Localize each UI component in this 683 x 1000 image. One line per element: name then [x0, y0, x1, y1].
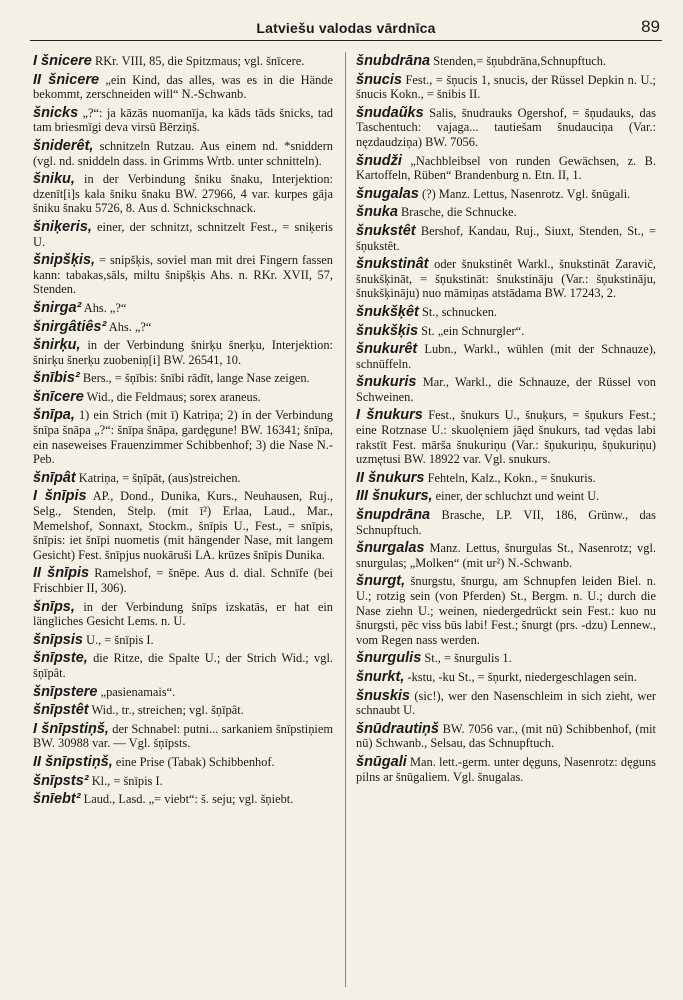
dictionary-entry	[356, 670, 656, 685]
dictionary-entry	[33, 774, 333, 789]
entry-headword: I šnīpstiņš,	[33, 720, 109, 737]
entry-headword: šnupdrāna	[356, 507, 431, 524]
entry-definition: einer, der schnitzt, schnitzelt Fest., = sniķeris U.	[33, 219, 333, 249]
entry-definition: -kstu, -ku St., = šņurkt, niedergeschlagen sein.	[404, 669, 637, 684]
dictionary-entry	[356, 574, 656, 647]
entry-definition: Wid., die Feldmaus; sorex araneus.	[83, 389, 261, 404]
entry-headword: šnuskis	[356, 687, 410, 704]
entry-headword: šnirgâtiês²	[33, 318, 107, 335]
entry-definition: Fest., šnukurs U., šnuķurs, = šņukurs Fest.; eine Rotznase U.: skuolęniem jāęd šnukurs, tad vędas labi rakstīt Fest. mārša šnukuriņu (Var.: šņukuriņu, šņukuriņu) uzmętusi BW. 18922 var. Vgl. snukurs.	[356, 408, 656, 467]
entry-headword: šnudži	[356, 152, 402, 169]
entry-headword: šnīpstere	[33, 683, 98, 700]
entry-headword: šnukstinât	[356, 256, 429, 273]
entry-headword: I šnukurs	[356, 407, 423, 424]
entry-definition: BW. 7056 var., (mit nū) Schibbenhof, (mit nū) Schwanb., Selsau, das Schnupftuch.	[356, 721, 656, 751]
entry-definition: in der Verbindung šnīps izskatās, er hat ein längliches Gesicht Lems. n. U.	[33, 599, 333, 629]
entry-definition: 1) ein Strich (mit ī) Katriņa; 2) in der Verbindung šnīpa šnāpa „?“: šnīpa šnāpa, gardęgune! BW. 16341; šnīpa, ein naseweises Frauenzimmer Schibbenhof; 3) die Nase N.-Peb.	[33, 408, 333, 467]
dictionary-entry	[356, 471, 656, 486]
entry-definition: U., = šnīpis I.	[82, 632, 154, 647]
entry-headword: šnukuris	[356, 374, 417, 391]
dictionary-entry	[356, 342, 656, 371]
dictionary-entry	[356, 205, 656, 220]
entry-definition: RKr. VIII, 85, die Spitzmaus; vgl. šnīcere.	[91, 54, 305, 68]
entry-definition: der Schnabel: putni... sarkaniem šnīpstiņiem BW. 30988 var. — Vgl. šņīpsts.	[33, 721, 333, 751]
dictionary-entry	[33, 54, 333, 69]
entry-definition: St., schnucken.	[418, 304, 497, 319]
entry-definition: Bershof, Kandau, Ruj., Siuxt, Stenden, St., = šņukstêt.	[356, 223, 656, 253]
entry-definition: Kl., = šnīpis I.	[88, 773, 163, 788]
dictionary-entry	[356, 755, 656, 784]
entry-definition: in der Verbindung šnirķu šnerķu, Interjektion: šnirķu šnerķu zuobeniņ[i] BW. 26541, 10.	[33, 338, 333, 367]
entry-headword: šnīpsis	[33, 631, 83, 648]
entry-definition: Katriņa, = šņīpāt, (aus)streichen.	[75, 470, 241, 485]
dictionary-entry	[33, 792, 333, 807]
entry-definition: „pasienamais“.	[97, 684, 176, 699]
entry-headword: šnībis²	[33, 370, 80, 387]
dictionary-entry	[33, 566, 333, 595]
entry-headword: šniķeris,	[33, 218, 92, 235]
entry-definition: in der Verbindung šniku šnaku, Interjektion: dzenīt[i]s kala šniku šnaku BW. 27966, 4 var. kurpes gāja šniku šnaku 5726, 8. Aus d. Schnickschnack.	[33, 172, 333, 216]
entry-headword: šnirķu,	[33, 337, 81, 354]
entry-definition: = snipšķis, soviel man mit drei Fingern fassen kann: tabakas,sāls, miltu šnipšķis Ahs. n. RKr. XVII, 57, Stenden.	[33, 253, 333, 297]
entry-definition: Ahs. „?“	[106, 319, 152, 334]
entry-definition: eine Prise (Tabak) Schibbenhof.	[112, 754, 275, 769]
entry-definition: šnurgstu, šnurgu, am Schnupfen leiden Biel. n. U.; rotzig sein (von Pferden) St., Bergm. n. U.; durch die Nase ziehn U.; weinen, niedergedrückt sein Fest.: kuo nu šnurgsti, pēc viss būs labi! Fest.; šnurgt (prs. -dzu) Lennew., vom Regen nass werden.	[356, 574, 656, 647]
dictionary-entry	[356, 408, 656, 466]
dictionary-entry	[356, 187, 656, 202]
entry-headword: šnurgt,	[356, 573, 406, 590]
entry-definition: Mar., Warkl., die Schnauze, der Rüssel von Schweinen.	[356, 375, 656, 404]
dictionary-entry	[33, 633, 333, 648]
entry-definition: Manz. Lettus, šnurgulas St., Nasenrotz; vgl. snurgulas; „Molken“ (mit ur²) N.-Schwanb.	[356, 541, 656, 570]
entry-definition: Wid., tr., streichen; vgl. šņīpât.	[88, 703, 244, 718]
entry-headword: šnīcere	[33, 388, 84, 405]
dictionary-entry	[33, 371, 333, 386]
entry-definition: Laud., Lasd. „= viebt“: š. seju; vgl. šņiebt.	[80, 792, 294, 807]
column-divider	[345, 52, 346, 987]
page-header	[30, 14, 662, 41]
dictionary-entry	[356, 154, 656, 183]
entry-definition: Man. lett.-germ. unter dęguns, Nasenrotz: dęguns pilns ar šnūgaliem. Vgl. šnugalas.	[356, 754, 656, 784]
dictionary-entry	[33, 301, 333, 316]
dictionary-entry	[356, 54, 656, 69]
entry-headword: I šnicere	[33, 54, 92, 69]
page-number: 89	[641, 17, 660, 36]
entry-definition: Stenden,= šņubdrāna,Schnupftuch.	[430, 54, 607, 68]
entry-headword: šnukurêt	[356, 341, 418, 358]
dictionary-entry	[356, 651, 656, 666]
dictionary-entry	[33, 408, 333, 466]
entry-definition: Lubn., Warkl., wühlen (mit der Schnauze), schnüffeln.	[356, 342, 656, 371]
entry-headword: II šnicere	[33, 71, 100, 88]
entry-definition: Ahs. „?“	[81, 300, 127, 315]
left-column	[33, 54, 333, 989]
dictionary-entry	[33, 703, 333, 718]
entry-headword: šnuka	[356, 204, 398, 221]
dictionary-entry	[33, 489, 333, 562]
entry-headword: šnīpât	[33, 469, 76, 486]
dictionary-entry	[33, 390, 333, 405]
entry-headword: II šnukurs	[356, 469, 425, 486]
dictionary-entry	[33, 73, 333, 102]
entry-definition: Fehteln, Kalz., Kokn., = šnukuris.	[424, 470, 596, 485]
entry-headword: šnicks	[33, 104, 79, 121]
entry-headword: šnudaũks	[356, 104, 424, 121]
entry-headword: šnukšķis	[356, 322, 419, 339]
entry-headword: III šnukurs,	[356, 488, 433, 505]
dictionary-entry	[356, 722, 656, 751]
entry-headword: II šnīpstiņš,	[33, 753, 113, 770]
entry-definition: oder šnukstinêt Warkl., šnukstināt Zaravič, šnukšķināt, = šņukstināt: šnukstināju (Var.: šņukstināju, šnukšķināju) nuo māmiņas atstādama BW. 17243, 2.	[356, 257, 656, 301]
dictionary-entry	[33, 685, 333, 700]
entry-definition: Salis, šnudrauks Ogershof, = šņudauks, das Taschentuch: vajaga... tautiešam šnudauciņa (Var.: nęzdaudziņa) BW. 7056.	[356, 105, 656, 149]
entry-definition: (sic!), wer den Nasenschleim in sich zieht, wer schnaubt U.	[356, 688, 656, 718]
entry-headword: šnipšķis,	[33, 252, 96, 269]
entry-headword: šnubdrāna	[356, 54, 431, 69]
dictionary-entry	[33, 139, 333, 168]
entry-headword: šnīpstêt	[33, 702, 89, 719]
dictionary-entry	[33, 220, 333, 249]
entry-definition: Brasche, LP. VII, 186, Grünw., das Schnupftuch.	[356, 508, 656, 537]
dictionary-entry	[33, 471, 333, 486]
entry-headword: šnucis	[356, 71, 402, 88]
entry-headword: šnukšķêt	[356, 303, 419, 320]
entry-definition: St. „ein Schnurgler“.	[418, 323, 525, 338]
entry-headword: šniku,	[33, 171, 75, 188]
entry-headword: šnurgalas	[356, 540, 425, 557]
dictionary-entry	[356, 224, 656, 253]
entry-definition: „?“: ja kāzās nuomanīja, ka kāds tāds šnicks, tad tam briesmīgi deva virsū Bērziņš.	[33, 105, 333, 135]
entry-definition: (?) Manz. Lettus, Nasenrotz. Vgl. šnūgali.	[418, 186, 631, 201]
dictionary-entry	[356, 257, 656, 301]
entry-definition: Fest., = šņucis 1, snucis, der Rüssel Depkin n. U.; šnucis Kokn., = šnibis II.	[356, 72, 656, 102]
dictionary-entry	[33, 320, 333, 335]
entry-headword: šnugalas	[356, 185, 419, 202]
entry-headword: šnīpsts²	[33, 772, 89, 789]
entry-definition: Bers., = šņībis: šnībi rādīt, lange Nase zeigen.	[79, 371, 310, 386]
entry-definition: einer, der schluchzt und weint U.	[432, 489, 600, 504]
dictionary-entry	[33, 600, 333, 629]
dictionary-entry	[33, 106, 333, 135]
entry-headword: šnirga²	[33, 299, 82, 316]
dictionary-entry	[33, 651, 333, 680]
entry-headword: šniderêt,	[33, 137, 94, 154]
entry-headword: I šnīpis	[33, 488, 87, 505]
dictionary-entry	[356, 305, 656, 320]
entry-headword: II šnīpis	[33, 565, 90, 582]
dictionary-entry	[356, 375, 656, 404]
entry-headword: šnūgali	[356, 753, 407, 770]
entry-headword: šnukstêt	[356, 222, 416, 239]
dictionary-entry	[33, 253, 333, 297]
entry-definition: „ein Kind, das alles, was es in die Hände bekommt, zerschneiden will“ N.-Schwanb.	[33, 72, 333, 102]
entry-definition: „Nachbleibsel von runden Gewächsen, z. B. Kartoffeln, Rüben“ Brandenburg n. Etn. II, 1.	[356, 153, 656, 183]
entry-definition: die Ritze, die Spalte U.; der Strich Wid.; vgl. šņīpât.	[33, 651, 333, 680]
dictionary-entry	[356, 541, 656, 570]
entry-headword: šnurkt,	[356, 668, 405, 685]
running-title: Latviešu valodas vārdnīca	[256, 20, 436, 36]
entry-definition: schnitzeln Rutzau. Aus einem nd. *sniddern (vgl. nd. sniddeln dass. in Grimms Wrtb. unter schnitteln).	[33, 138, 333, 168]
entry-headword: šnurgulis	[356, 650, 422, 667]
entry-definition: AP., Dond., Dunika, Kurs., Neuhausen, Ruj., Selg., Stenden, Stelp. (mit ī²) Erlaa, Laud., Mar., Memelshof, Sonnaxt, Stockm., šnīpis U., Fest., = snīpis, šnīpis: iet šnīpi nuometis (mit hängender Nase, mit langem Gesicht) Fest. šnīpjus nuokāruši LA. krūzes šnīpis Dunika.	[33, 489, 333, 562]
entry-definition: St., = šnurgulis 1.	[421, 651, 512, 666]
dictionary-entry	[356, 324, 656, 339]
dictionary-entry	[356, 106, 656, 150]
dictionary-entry	[356, 489, 656, 504]
entry-headword: šnīebt²	[33, 791, 81, 808]
dictionary-entry	[356, 73, 656, 102]
dictionary-entry	[33, 755, 333, 770]
right-column	[356, 54, 656, 989]
dictionary-entry	[356, 508, 656, 537]
dictionary-entry	[356, 689, 656, 718]
dictionary-entry	[33, 338, 333, 367]
entry-headword: šnīpste,	[33, 650, 88, 667]
entry-definition: Brasche, die Schnucke.	[397, 205, 517, 220]
dictionary-entry	[33, 172, 333, 216]
entry-definition: Ramelshof, = šnēpe. Aus d. dial. Schnīfe (bei Frischbier II, 306).	[33, 566, 333, 595]
dictionary-entry	[33, 722, 333, 751]
entry-headword: šnīps,	[33, 598, 75, 615]
entry-headword: šnūdrautiņš	[356, 720, 439, 737]
entry-headword: šnīpa,	[33, 407, 75, 424]
